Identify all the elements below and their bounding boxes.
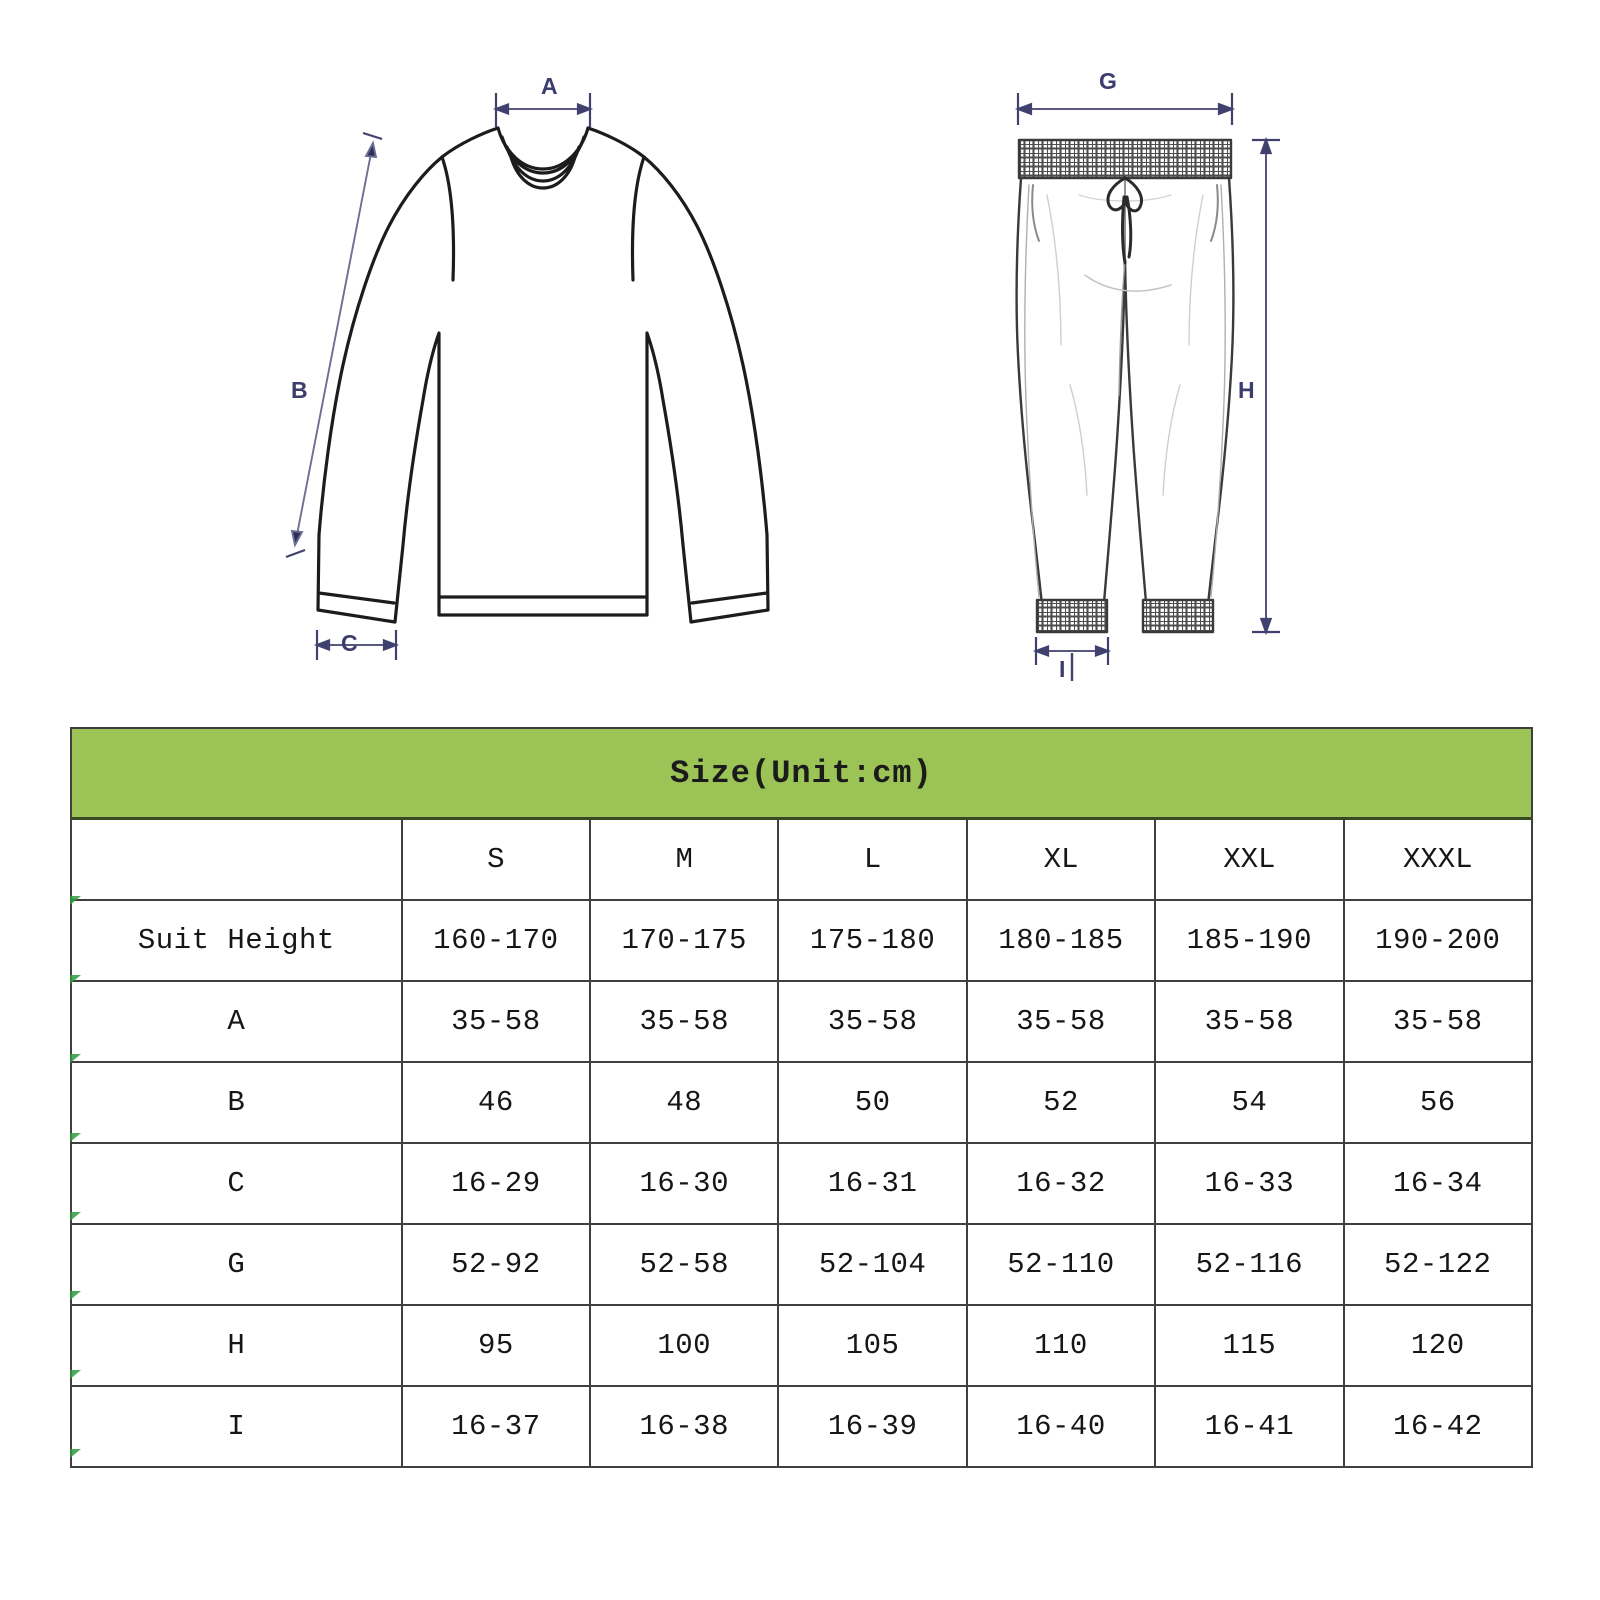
cell-suit-height-xxl: 185-190 — [1155, 900, 1343, 981]
dimension-label-h: H — [1238, 377, 1256, 403]
cell-b-m: 48 — [590, 1062, 778, 1143]
table-title-row — [71, 728, 1532, 819]
cell-g-s: 52-92 — [402, 1224, 590, 1305]
row-label-h: H — [71, 1305, 402, 1386]
table-row — [71, 900, 1532, 981]
cell-a-m: 35-58 — [590, 981, 778, 1062]
dimension-label-b: B — [291, 377, 309, 403]
column-header-s: S — [402, 819, 590, 901]
row-label-i: I — [71, 1386, 402, 1467]
header-blank-cell — [71, 819, 402, 901]
cell-i-s: 16-37 — [402, 1386, 590, 1467]
column-header-xxl: XXL — [1155, 819, 1343, 901]
dimension-line-i — [1036, 637, 1108, 681]
cell-c-l: 16-31 — [778, 1143, 966, 1224]
column-header-xxxl: XXXL — [1344, 819, 1532, 901]
cell-i-m: 16-38 — [590, 1386, 778, 1467]
column-header-m: M — [590, 819, 778, 901]
cell-suit-height-m: 170-175 — [590, 900, 778, 981]
column-header-xl: XL — [967, 819, 1155, 901]
dimension-line-h — [1252, 140, 1280, 632]
column-header-l: L — [778, 819, 966, 901]
table-row — [71, 1062, 1532, 1143]
row-label-b: B — [71, 1062, 402, 1143]
table-header-row — [71, 819, 1532, 901]
table-row — [71, 981, 1532, 1062]
dimension-line-b — [286, 133, 382, 557]
cell-h-m: 100 — [590, 1305, 778, 1386]
cell-suit-height-xxxl: 190-200 — [1344, 900, 1532, 981]
table-row — [71, 1305, 1532, 1386]
cell-i-xxxl: 16-42 — [1344, 1386, 1532, 1467]
cell-g-xxl: 52-116 — [1155, 1224, 1343, 1305]
cell-c-xl: 16-32 — [967, 1143, 1155, 1224]
long-sleeve-top-illustration — [255, 45, 835, 685]
jogger-pants-illustration — [975, 45, 1295, 685]
cell-g-m: 52-58 — [590, 1224, 778, 1305]
cell-g-xxxl: 52-122 — [1344, 1224, 1532, 1305]
cell-a-s: 35-58 — [402, 981, 590, 1062]
cell-g-l: 52-104 — [778, 1224, 966, 1305]
garment-illustrations — [0, 0, 1600, 710]
cell-a-xl: 35-58 — [967, 981, 1155, 1062]
cell-h-xxxl: 120 — [1344, 1305, 1532, 1386]
cell-c-m: 16-30 — [590, 1143, 778, 1224]
cell-c-xxl: 16-33 — [1155, 1143, 1343, 1224]
cell-g-xl: 52-110 — [967, 1224, 1155, 1305]
cell-b-xxl: 54 — [1155, 1062, 1343, 1143]
dimension-line-g — [1018, 93, 1232, 125]
cell-b-xxxl: 56 — [1344, 1062, 1532, 1143]
cell-suit-height-xl: 180-185 — [967, 900, 1155, 981]
row-label-g: G — [71, 1224, 402, 1305]
row-label-a: A — [71, 981, 402, 1062]
cell-a-xxl: 35-58 — [1155, 981, 1343, 1062]
cell-suit-height-s: 160-170 — [402, 900, 590, 981]
dimension-label-i: I — [1059, 656, 1066, 682]
cell-h-xxl: 115 — [1155, 1305, 1343, 1386]
table-row — [71, 1386, 1532, 1467]
cell-h-xl: 110 — [967, 1305, 1155, 1386]
cell-suit-height-l: 175-180 — [778, 900, 966, 981]
dimension-label-a: A — [541, 73, 559, 99]
table-row — [71, 1224, 1532, 1305]
dimension-label-c: C — [341, 630, 359, 656]
table-row — [71, 1143, 1532, 1224]
cell-h-l: 105 — [778, 1305, 966, 1386]
dimension-label-g: G — [1099, 68, 1118, 94]
cell-c-s: 16-29 — [402, 1143, 590, 1224]
size-chart-table — [70, 727, 1533, 1468]
cell-i-xl: 16-40 — [967, 1386, 1155, 1467]
cell-b-l: 50 — [778, 1062, 966, 1143]
row-label-c: C — [71, 1143, 402, 1224]
row-label-suit-height: Suit Height — [71, 900, 402, 981]
cell-c-xxxl: 16-34 — [1344, 1143, 1532, 1224]
cell-a-l: 35-58 — [778, 981, 966, 1062]
cell-a-xxxl: 35-58 — [1344, 981, 1532, 1062]
cell-i-xxl: 16-41 — [1155, 1386, 1343, 1467]
cell-h-s: 95 — [402, 1305, 590, 1386]
size-chart-title: Size(Unit:cm) — [71, 728, 1532, 819]
cell-i-l: 16-39 — [778, 1386, 966, 1467]
cell-b-xl: 52 — [967, 1062, 1155, 1143]
cell-b-s: 46 — [402, 1062, 590, 1143]
